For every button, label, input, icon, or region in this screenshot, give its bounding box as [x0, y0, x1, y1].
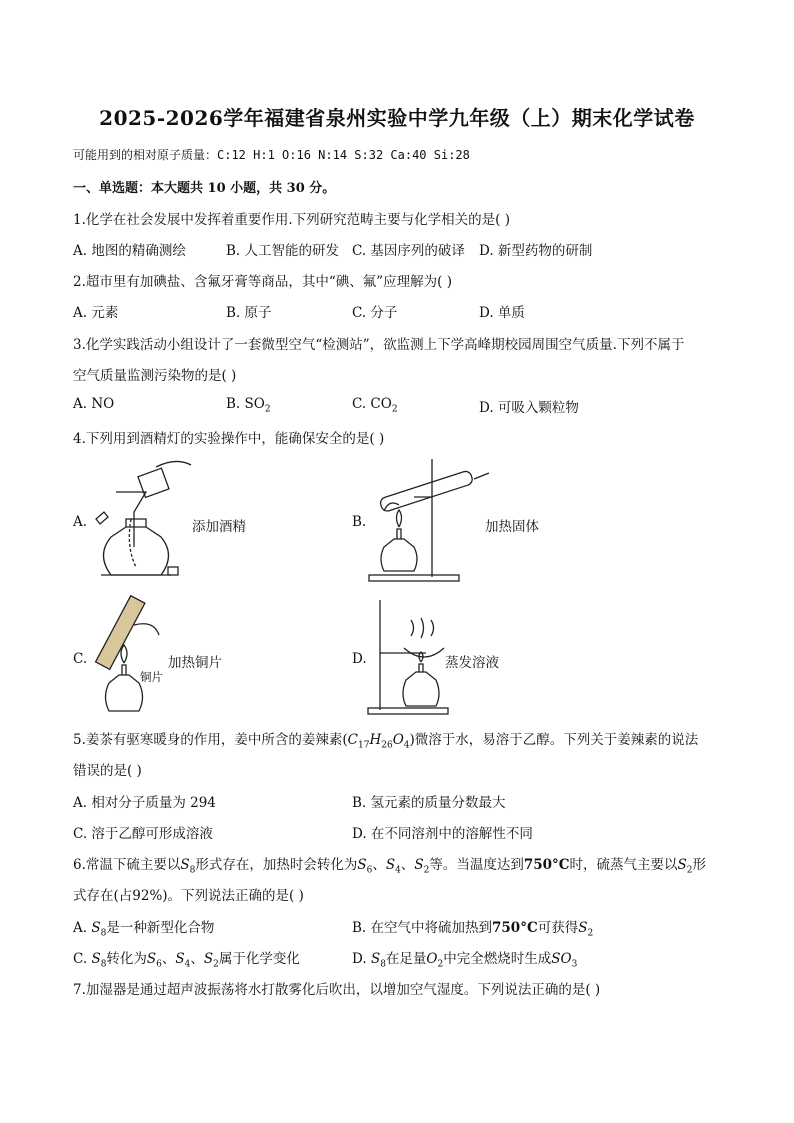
q1-option-b: B. 人工智能的研发: [226, 243, 340, 259]
q1-option-c: C. 基因序列的破译: [352, 243, 465, 259]
q3-stem-line1: 3.化学实践活动小组设计了一套微型空气“检测站”，欲监测上下学高峰期校园周围空气质量.下列不属于: [73, 337, 685, 353]
q5-option-a: A. 相对分子质量为 294: [73, 795, 216, 811]
q3-option-c: C. $CO_2$: [352, 396, 398, 415]
q2-option-a: A. 元素: [73, 305, 119, 321]
atomic-masses: 可能用到的相对原子质量：C:12 H:1 O:16 N:14 S:32 Ca:40 Si:28: [73, 148, 470, 162]
q5-stem-line2: 错误的是( ): [73, 763, 142, 779]
q5-option-d: D. 在不同溶剂中的溶解性不同: [352, 826, 533, 842]
q6-option-c: C. $S_8$转化为$S_6$、$S_4$、$S_2$属于化学变化: [73, 951, 300, 970]
q6-stem-line2: 式存在(占92%)。下列说法正确的是( ): [73, 888, 304, 904]
page-title: 2025-2026学年福建省泉州实验中学九年级（上）期末化学试卷: [99, 106, 695, 130]
q2-option-c: C. 分子: [352, 305, 398, 321]
q2-option-b: B. 原子: [226, 305, 272, 321]
q3-stem-line2: 空气质量监测污染物的是( ): [73, 368, 237, 384]
q4-fig-c-letter: C.: [73, 651, 88, 667]
q2-option-d: D. 单质: [479, 305, 525, 321]
q5-option-b: B. 氢元素的质量分数最大: [352, 795, 506, 811]
q6-option-a: A. $S_8$是一种新型化合物: [73, 920, 215, 939]
q3-option-b: B. $SO_2$: [226, 396, 271, 415]
q4-fig-b-caption: 加热固体: [485, 519, 539, 535]
heat-solid-figure: [364, 455, 489, 585]
q7-stem: 7.加湿器是通过超声波振荡将水打散雾化后吹出，以增加空气湿度。下列说法正确的是( ): [73, 982, 601, 998]
q6-option-b: B. 在空气中将硫加热到750°C可获得$S_2$: [352, 920, 594, 939]
q4-fig-a-caption: 添加酒精: [192, 519, 246, 535]
q6-stem-line1: 6.常温下硫主要以$S_8$形式存在，加热时会转化为$S_6$、$S_4$、$S_2$等。当温度达到750°C时，硫蒸气主要以$S_2$形: [73, 857, 706, 876]
q4-stem: 4.下列用到酒精灯的实验操作中，能确保安全的是( ): [73, 431, 385, 447]
section-heading: 一、单选题：本大题共 10 小题，共 30 分。: [73, 181, 336, 196]
heat-copper-figure: [84, 595, 164, 715]
q1-option-d: D. 新型药物的研制: [479, 243, 593, 259]
q4-fig-b-letter: B.: [352, 514, 367, 530]
q1-option-a: A. 地图的精确测绘: [73, 243, 186, 259]
q4-fig-d-letter: D.: [352, 651, 367, 667]
q4-fig-c-copper-label: 铜片: [140, 670, 163, 684]
q3-option-a: A. NO: [73, 396, 115, 412]
q5-stem-line1: 5.姜茶有驱寒暖身的作用，姜中所含的姜辣素$(C_{17}H_{26}O_4)$微溶于水，易溶于乙醇。下列关于姜辣素的说法: [73, 732, 699, 751]
q1-stem: 1.化学在社会发展中发挥着重要作用.下列研究范畴主要与化学相关的是( ): [73, 212, 510, 228]
q2-stem: 2.超市里有加碘盐、含氟牙膏等商品，其中“碘、氟”应理解为( ): [73, 274, 453, 290]
q6-option-d: D. $S_8$在足量$O_2$中完全燃烧时生成$SO_3$: [352, 951, 578, 970]
q4-fig-c-caption: 加热铜片: [168, 655, 222, 671]
add-alcohol-figure: [86, 457, 196, 587]
q3-option-d: D. 可吸入颗粒物: [479, 400, 579, 416]
q4-fig-a-letter: A.: [73, 514, 88, 530]
q4-fig-d-caption: 蒸发溶液: [445, 655, 499, 671]
q5-option-c: C. 溶于乙醇可形成溶液: [73, 826, 213, 842]
